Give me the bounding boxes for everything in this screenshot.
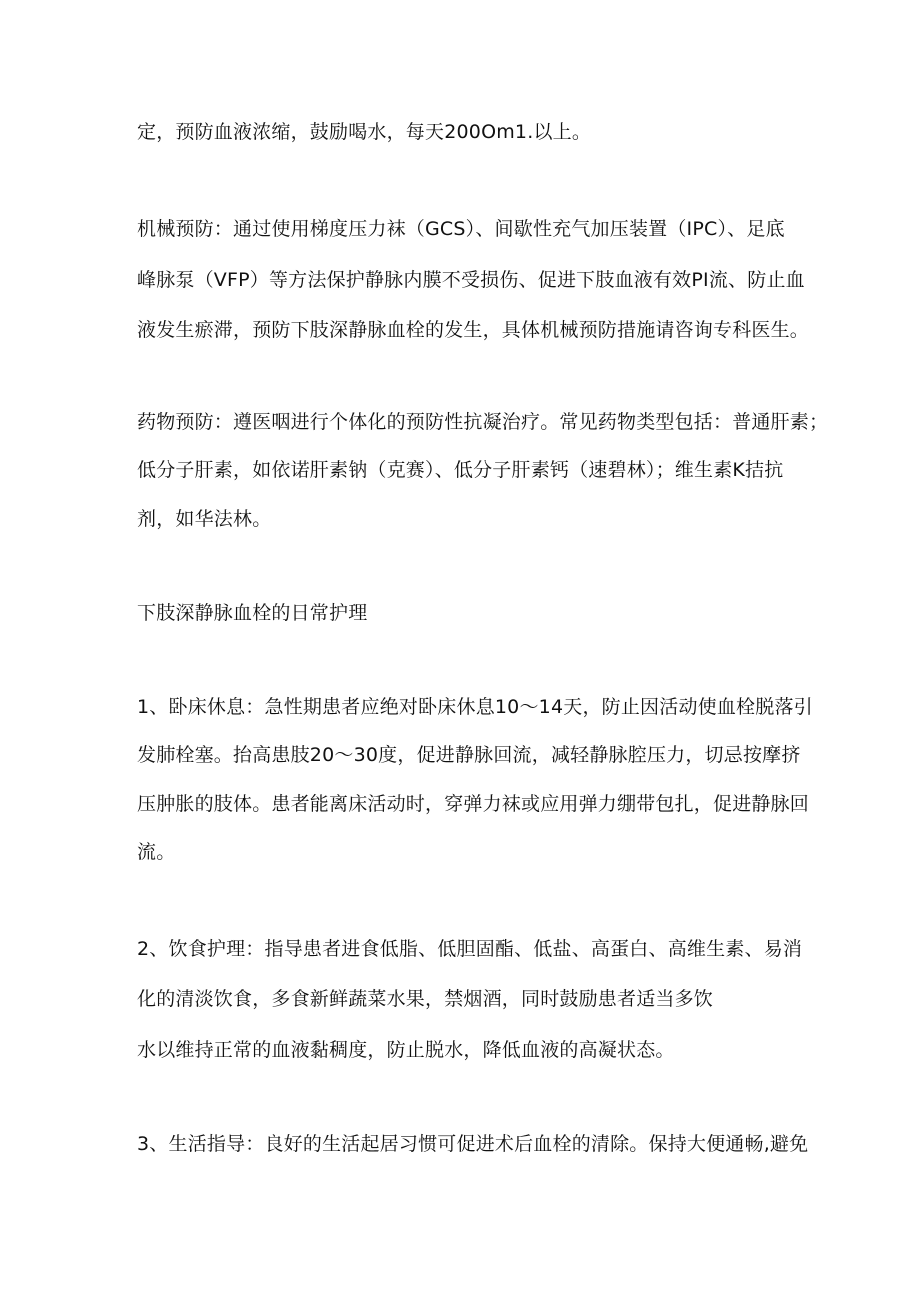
paragraph-drug-prevention-line-3: 剂，如华法林。 — [137, 508, 272, 530]
paragraph-mechanical-prevention-line-1: 机械预防：通过使用梯度压力袜（GCS）、间歇性充气加压装置（IPC）、足底 — [137, 218, 785, 240]
item-1-bed-rest-line-4: 流。 — [137, 841, 176, 863]
item-2-diet-care-line-1: 2、饮食护理：指导患者进食低脂、低胆固酯、低盐、高蛋白、高维生素、易消 — [137, 938, 803, 960]
section-heading-daily-care: 下肢深静脉血栓的日常护理 — [137, 602, 368, 624]
paragraph-mechanical-prevention-line-2: 峰脉泵（VFP）等方法保护静脉内膜不受损伤、促进下肢血液有效PI流、防止血 — [137, 269, 805, 291]
paragraph-drug-prevention-line-2: 低分子肝素，如依诺肝素钠（克赛）、低分子肝素钙（速碧林）；维生素K拮抗 — [137, 459, 784, 481]
paragraph-mechanical-prevention-line-3: 液发生瘀滞，预防下肢深静脉血栓的发生，具体机械预防措施请咨询专科医生。 — [137, 319, 810, 341]
paragraph-drug-prevention-line-1: 药物预防：遵医咽进行个体化的预防性抗凝治疗。常见药物类型包括：普通肝素； — [137, 411, 829, 433]
item-1-bed-rest-line-1: 1、卧床休息：急性期患者应绝对卧床休息10～14天，防止因活动使血栓脱落引 — [137, 696, 813, 718]
item-1-bed-rest-line-2: 发肺栓塞。抬高患肢20～30度，促进静脉回流，减轻静脉腔压力，切忌按摩挤 — [137, 744, 801, 766]
item-3-life-guidance-line-1: 3、生活指导：良好的生活起居习惯可促进术后血栓的清除。保持大便通畅,避免 — [137, 1133, 809, 1155]
item-2-diet-care-line-3: 水以维持正常的血液黏稠度，防止脱水，降低血液的高凝状态。 — [137, 1039, 675, 1061]
item-2-diet-care-line-2: 化的清淡饮食，多食新鲜蔬菜水果，禁烟酒，同时鼓励患者适当多饮 — [137, 988, 714, 1010]
item-1-bed-rest-line-3: 压肿胀的肢体。患者能离床活动时，穿弹力袜或应用弹力绷带包扎，促进静脉回 — [137, 793, 810, 815]
paragraph-1-line-1: 定，预防血液浓缩，鼓励喝水，每天200Om1.以上。 — [137, 121, 592, 143]
